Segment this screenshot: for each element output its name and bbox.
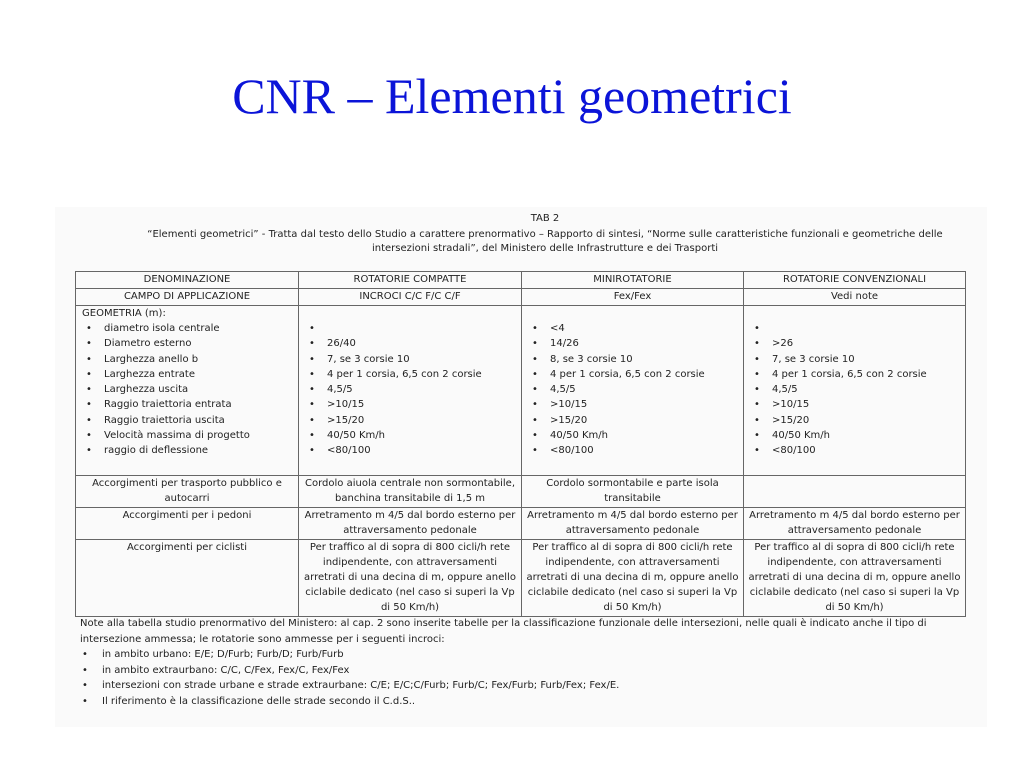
header-row (76, 272, 966, 289)
list-item: • 40/50 Km/h (305, 428, 517, 443)
table-cell: Cordolo aiuola centrale non sormontabile, banchina transitabile di 1,5 m (299, 476, 522, 508)
header-cell: MINIROTATORIE (522, 272, 744, 289)
campo-row (76, 289, 966, 306)
list-item: • 4 per 1 corsia, 6,5 con 2 corsie (750, 367, 961, 382)
compatte-values-cell (299, 306, 522, 476)
list-item: • >10/15 (528, 397, 739, 412)
trasporto-row (76, 476, 966, 508)
list-item: • Larghezza anello b (82, 352, 294, 367)
list-item: • >10/15 (750, 397, 961, 412)
list-item: • >15/20 (528, 413, 739, 428)
geometria-cell (76, 306, 299, 476)
list-item: • in ambito urbano: E/E; D/Furb; Furb/D; Furb/Furb (80, 647, 970, 663)
geometric-elements-table (75, 271, 966, 617)
list-item: • 7, se 3 corsie 10 (750, 352, 961, 367)
list-item: • Diametro esterno (82, 336, 294, 351)
list-item: • 7, se 3 corsie 10 (305, 352, 517, 367)
header-cell: ROTATORIE COMPATTE (299, 272, 522, 289)
list-item (305, 321, 517, 336)
list-item: • Raggio traiettoria uscita (82, 413, 294, 428)
table-cell: Per traffico al di sopra di 800 cicli/h rete indipendente, con attraversamenti arretrati di una decina di m, oppure anello ciclabile dedicato (nel caso si superi la Vp di 50 Km/h) (744, 540, 966, 617)
table-notes (80, 616, 970, 709)
list-item: • Larghezza entrate (82, 367, 294, 382)
table-cell: Arretramento m 4/5 dal bordo esterno per attraversamento pedonale (744, 508, 966, 540)
list-item: • >10/15 (305, 397, 517, 412)
convenzionali-values-cell (744, 306, 966, 476)
list-item: • Larghezza uscita (82, 382, 294, 397)
list-item: • Il riferimento è la classificazione delle strade secondo il C.d.S.. (80, 694, 970, 710)
table-cell: Cordolo sormontabile e parte isola transitabile (522, 476, 744, 508)
list-item: • 40/50 Km/h (750, 428, 961, 443)
list-item: • 4,5/5 (305, 382, 517, 397)
list-item (750, 321, 961, 336)
caption-line-1: “Elementi geometrici” - Tratta dal testo dello Studio a carattere prenormativo – Rapporto di sintesi, “Norme sulle caratteristiche funzionali e geometriche delle (147, 229, 943, 240)
geometria-row (76, 306, 966, 476)
list-item: • <80/100 (528, 443, 739, 458)
table-cell: Accorgimenti per ciclisti (76, 540, 299, 617)
list-item: • >15/20 (750, 413, 961, 428)
campo-cell: CAMPO DI APPLICAZIONE (76, 289, 299, 306)
table-cell (744, 476, 966, 508)
header-cell: ROTATORIE CONVENZIONALI (744, 272, 966, 289)
list-item: • Raggio traiettoria entrata (82, 397, 294, 412)
pedoni-row (76, 508, 966, 540)
notes-intro: Note alla tabella studio prenormativo del Ministero: al cap. 2 sono inserite tabelle per la classificazione funzionale delle intersezioni, nelle quali è indicato anche il tipo di intersezione ammessa; le rotatorie sono ammesse per i seguenti incroci: (80, 618, 927, 645)
caption-line-2: intersezioni stradali”, del Ministero delle Infrastrutture e dei Trasporti (371, 243, 719, 254)
list-item: • 4,5/5 (750, 382, 961, 397)
table-cell: Accorgimenti per i pedoni (76, 508, 299, 540)
list-item: • 26/40 (305, 336, 517, 351)
list-item: • 4 per 1 corsia, 6,5 con 2 corsie (528, 367, 739, 382)
list-item: • >15/20 (305, 413, 517, 428)
list-item: • in ambito extraurbano: C/C, C/Fex, Fex/C, Fex/Fex (80, 663, 970, 679)
campo-cell: Fex/Fex (522, 289, 744, 306)
ciclisti-row (76, 540, 966, 617)
list-item: • diametro isola centrale (82, 321, 294, 336)
list-item: • 14/26 (528, 336, 739, 351)
campo-cell: INCROCI C/C F/C C/F (299, 289, 522, 306)
list-item: • <4 (528, 321, 739, 336)
geometria-label: GEOMETRIA (m): (82, 308, 166, 319)
list-item: • intersezioni con strade urbane e strade extraurbane: C/E; E/C;C/Furb; Furb/C; Fex/Furb; Furb/Fex; Fex/E. (80, 678, 970, 694)
list-item: • Velocità massima di progetto (82, 428, 294, 443)
header-cell: DENOMINAZIONE (76, 272, 299, 289)
slide-title: CNR – Elementi geometrici (232, 68, 792, 124)
list-item: • <80/100 (750, 443, 961, 458)
table-cell: Arretramento m 4/5 dal bordo esterno per attraversamento pedonale (299, 508, 522, 540)
mini-values-cell (522, 306, 744, 476)
list-item: • 40/50 Km/h (528, 428, 739, 443)
list-item: • raggio di deflessione (82, 443, 294, 458)
table-cell: Per traffico al di sopra di 800 cicli/h rete indipendente, con attraversamenti arretrati di una decina di m, oppure anello ciclabile dedicato (nel caso si superi la Vp di 50 Km/h) (299, 540, 522, 617)
table-cell: Accorgimenti per trasporto pubblico e autocarri (76, 476, 299, 508)
tab-label: TAB 2 (530, 213, 560, 224)
campo-cell: Vedi note (744, 289, 966, 306)
table-cell: Arretramento m 4/5 dal bordo esterno per attraversamento pedonale (522, 508, 744, 540)
list-item: • 4,5/5 (528, 382, 739, 397)
list-item: • >26 (750, 336, 961, 351)
table-cell: Per traffico al di sopra di 800 cicli/h rete indipendente, con attraversamenti arretrati di una decina di m, oppure anello ciclabile dedicato (nel caso si superi la Vp di 50 Km/h) (522, 540, 744, 617)
list-item: • <80/100 (305, 443, 517, 458)
list-item: • 4 per 1 corsia, 6,5 con 2 corsie (305, 367, 517, 382)
list-item: • 8, se 3 corsie 10 (528, 352, 739, 367)
